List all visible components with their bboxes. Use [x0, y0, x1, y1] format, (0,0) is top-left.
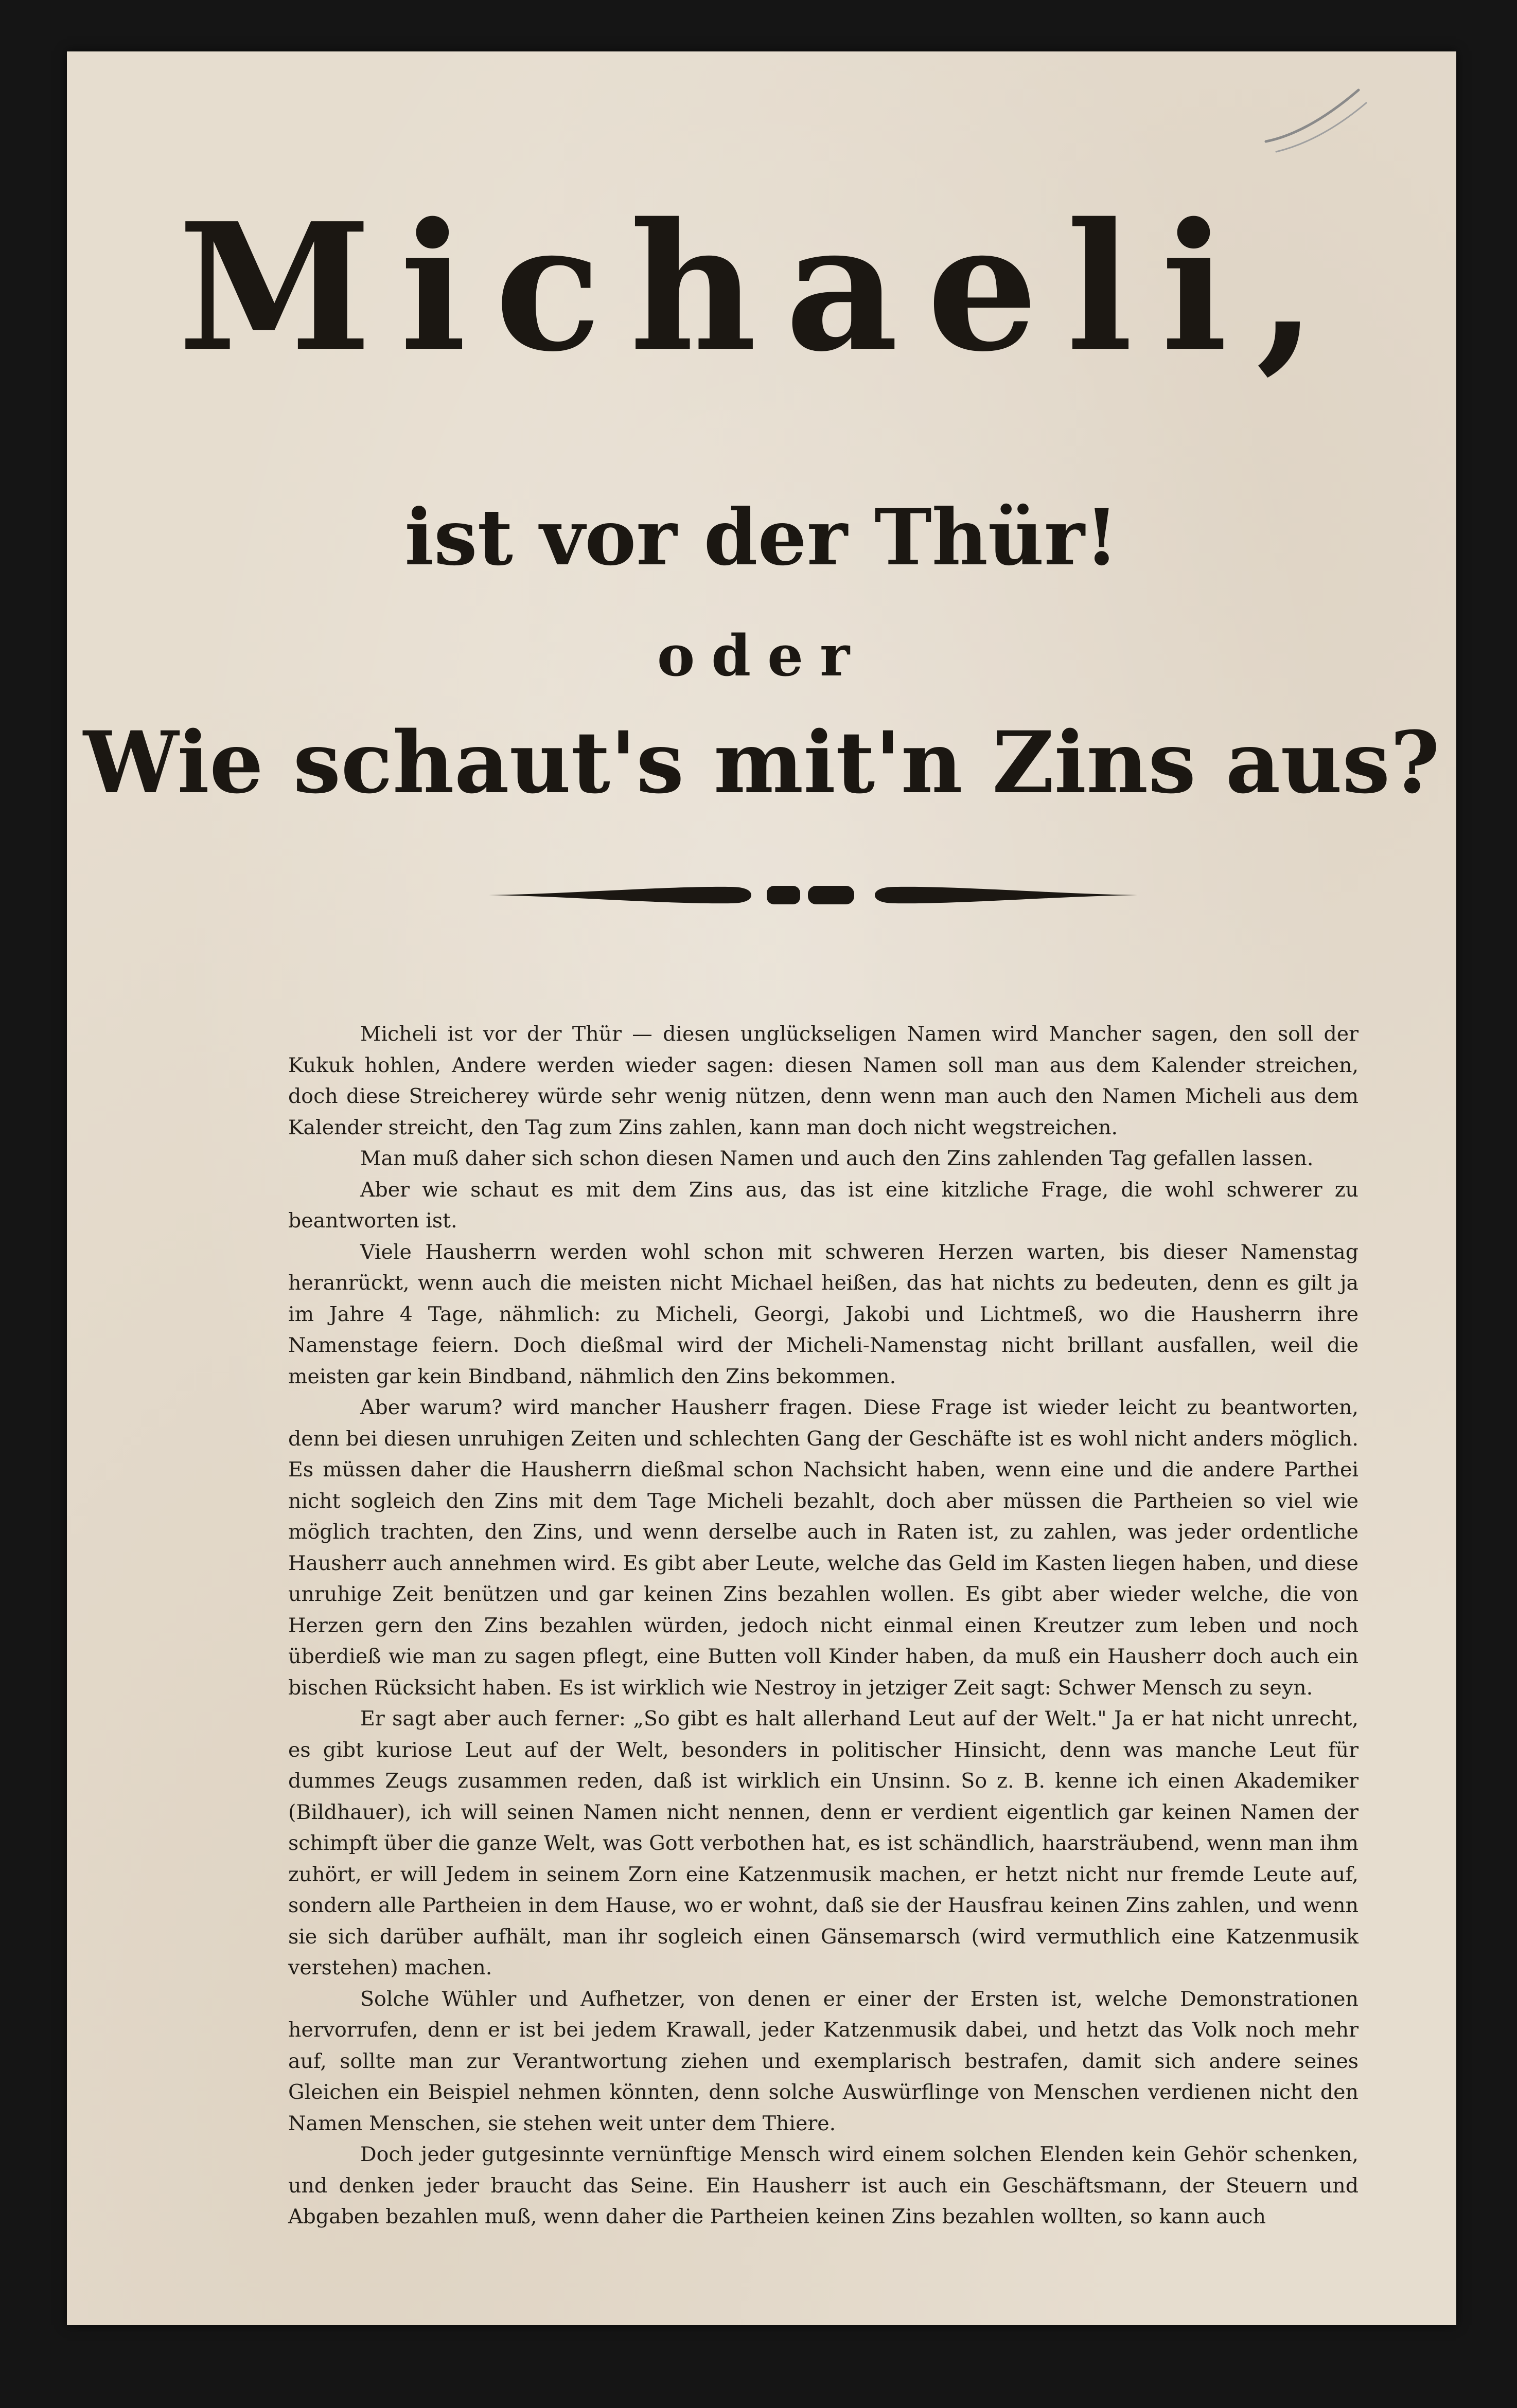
paragraph: Viele Hausherrn werden wohl schon mit schweren Herzen warten, bis dieser Namenstag heranrückt, wenn auch die meisten nicht Michael heißen, das hat nichts zu bedeuten, denn es gilt ja im Jahre 4 Tage, nähmlich: zu Micheli, Georgi, Jakobi und Lichtmeß, wo die Hausherrn ihre Namenstage feiern. Doch dießmal wird der Micheli-Namenstag nicht brillant ausfallen, weil die meisten gar kein Bindband, nähmlich den Zins bekommen. [288, 1240, 1359, 1388]
paragraph: Micheli ist vor der Thür — diesen unglückseligen Namen wird Mancher sagen, den soll der Kukuk hohlen, Andere werden wieder sagen: diesen Namen soll man aus dem Kalender streichen, doch diese Streicherey würde sehr wenig nützen, denn wenn man auch den Namen Micheli aus dem Kalender streicht, den Tag zum Zins zahlen, kann man doch nicht wegstreichen. [288, 1022, 1359, 1139]
document-subtitle-conjunction: oder [657, 622, 867, 689]
paragraph: Solche Wühler und Aufhetzer, von denen er einer der Ersten ist, welche Demonstrationen hervorrufen, denn er ist bei jedem Krawall, jeder Katzenmusik dabei, und hetzt das Volk noch mehr auf, sollte man zur Verantwortung ziehen und exemplarisch bestrafen, damit sich andere seines Gleichen ein Beispiel nehmen könnten, denn solche Auswürflinge von Menschen verdienen nicht den Namen Menschen, sie stehen weit unter dem Thiere. [288, 1987, 1359, 2135]
paper-sheet [67, 51, 1456, 2325]
paragraph: Aber warum? wird mancher Hausherr fragen. Diese Frage ist wieder leicht zu beantworten, denn bei diesen unruhigen Zeiten und schlechten Gang der Geschäfte ist es wohl nicht anders möglich. Es müssen daher die Hausherrn dießmal schon Nachsicht haben, wenn eine und die andere Parthei nicht sogleich den Zins mit dem Tage Micheli bezahlt, doch aber müssen die Partheien so viel wie möglich trachten, den Zins, und wenn derselbe auch in Raten ist, zu zahlen, was jeder ordentliche Hausherr auch annehmen wird. Es gibt aber Leute, welche das Geld im Kasten liegen haben, und diese unruhige Zeit benützen und gar keinen Zins bezahlen wollen. Es gibt aber wieder welche, die von Herzen gern den Zins bezahlen würden, jedoch nicht einmal einen Kreutzer zum leben und noch überdieß wie man zu sagen pflegt, eine Butten voll Kinder haben, da muß ein Hausherr doch auch ein bischen Rücksicht haben. Es ist wirklich wie Nestroy in jetziger Zeit sagt: Schwer Mensch zu seyn. [288, 1396, 1359, 1700]
document-body [288, 1019, 1359, 2233]
paragraph: Er sagt aber auch ferner: „So gibt es halt allerhand Leut auf der Welt." Ja er hat nicht unrecht, es gibt kuriose Leut auf der Welt, besonders in politischer Hinsicht, denn was manche Leut für dummes Zeugs zusammen reden, daß ist wirklich ein Unsinn. So z. B. kenne ich einen Akademiker (Bildhauer), ich will seinen Namen nicht nennen, denn er verdient eigentlich gar keinen Namen der schimpft über die ganze Welt, was Gott verbothen hat, es ist schändlich, haarsträubend, wenn man ihm zuhört, er will Jedem in seinem Zorn eine Katzenmusik machen, er hetzt nicht nur fremde Leute auf, sondern alle Partheien in dem Hause, wo er wohnt, daß sie der Hausfrau keinen Zins zahlen, und wenn sie sich darüber aufhält, man ihr sogleich einen Gänsemarsch (wird vermuthlich eine Katzenmusik verstehen) machen. [288, 1707, 1359, 1979]
document-subtitle: ist vor der Thür! [404, 492, 1119, 583]
document-subtitle-question: Wie schaut's mit'n Zins aus? [83, 712, 1440, 812]
paragraph: Man muß daher sich schon diesen Namen und auch den Zins zahlenden Tag gefallen lassen. [360, 1147, 1314, 1170]
pencil-mark-icon [1256, 80, 1369, 157]
document-title: Michaeli, [178, 185, 1346, 390]
ornamental-divider [489, 880, 1137, 911]
paragraph: Aber wie schaut es mit dem Zins aus, das ist eine kitzliche Frage, die wohl schwerer zu beantworten ist. [288, 1178, 1359, 1233]
paragraph: Doch jeder gutgesinnte vernünftige Mensch wird einem solchen Elenden kein Gehör schenken, und denken jeder braucht das Seine. Ein Hausherr ist auch ein Geschäftsmann, der Steuern und Abgaben bezahlen muß, wenn daher die Partheien keinen Zins bezahlen wollten, so kann auch [288, 2143, 1359, 2228]
